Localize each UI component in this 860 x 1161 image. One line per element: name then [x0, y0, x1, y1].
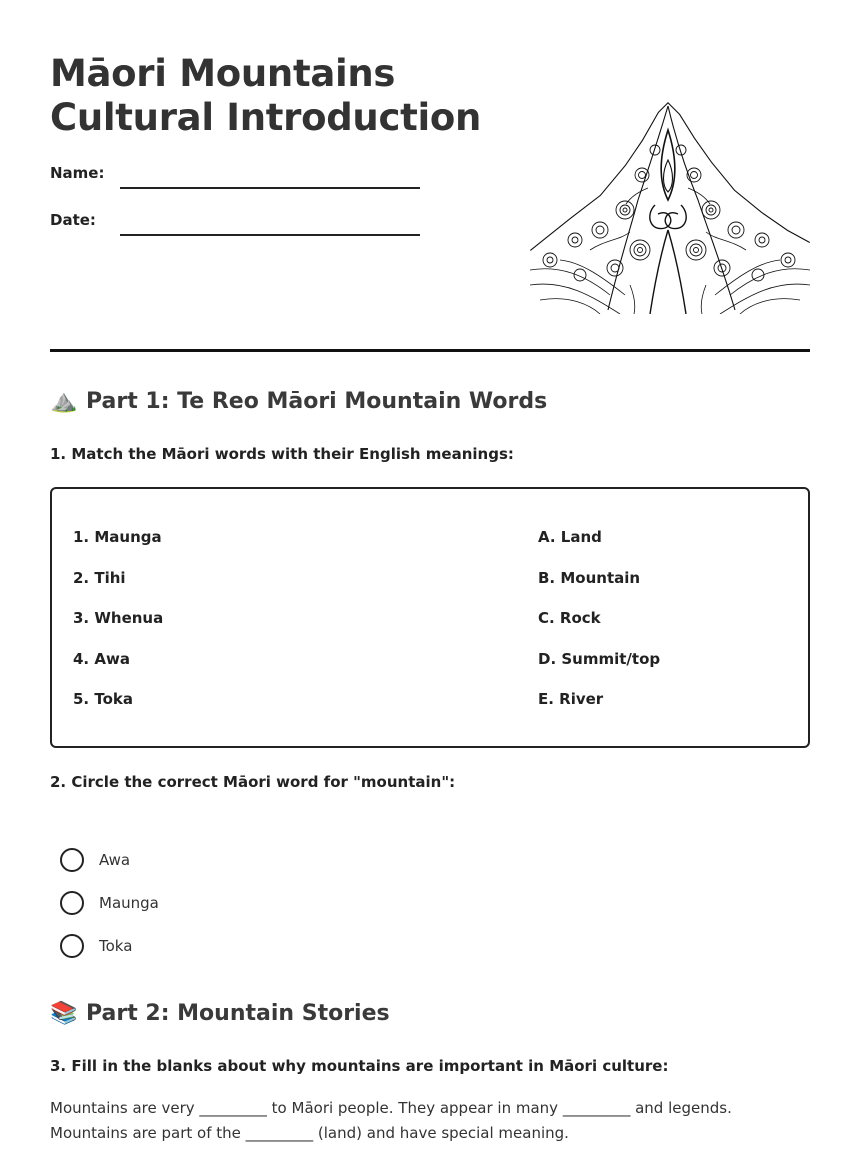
mountain-emoji-icon: ⛰️ [50, 389, 78, 414]
header-divider [50, 349, 810, 352]
page-title [50, 52, 481, 140]
english-meaning-item: E. River [538, 690, 604, 708]
part1-heading-text: Part 1: Te Reo Māori Mountain Words [86, 389, 548, 414]
maori-word-item: 1. Maunga [73, 528, 162, 546]
worksheet-page [50, 0, 810, 1142]
mountain-word-options [60, 838, 159, 967]
maori-word-item: 2. Tihi [73, 568, 126, 587]
worksheet-header [50, 0, 810, 352]
english-meaning-item: D. Summit/top [538, 649, 661, 668]
question-2: 2. Circle the correct Māori word for "mountain": [50, 773, 456, 791]
english-meanings-column [538, 527, 660, 730]
english-meaning-item: B. Mountain [538, 568, 641, 587]
english-meaning-item: A. Land [538, 528, 602, 546]
part2-heading [50, 1001, 390, 1026]
date-blank-line[interactable] [120, 234, 420, 236]
option-label: Maunga [99, 893, 159, 912]
radio-circle-icon[interactable] [60, 848, 84, 872]
title-line-1: Māori Mountains [50, 52, 396, 95]
radio-circle-icon[interactable] [60, 934, 84, 958]
option-label: Toka [99, 936, 133, 955]
name-blank-line[interactable] [120, 187, 420, 189]
part1-heading [50, 389, 547, 414]
option-toka[interactable] [60, 924, 159, 967]
question-3: 3. Fill in the blanks about why mountains are important in Māori culture: [50, 1057, 669, 1075]
part2-heading-text: Part 2: Mountain Stories [86, 1001, 390, 1026]
option-maunga[interactable] [60, 881, 159, 924]
fill-in-blanks-paragraph[interactable]: Mountains are very _________ to Māori people. They appear in many _________ and legends. Mountains are part of the _________ (land) and have special meaning. [50, 1099, 732, 1142]
books-emoji-icon: 📚 [50, 1001, 78, 1026]
english-meaning-item: C. Rock [538, 609, 601, 627]
title-line-2: Cultural Introduction [50, 96, 482, 139]
option-label: Awa [99, 850, 131, 869]
mountain-illustration [530, 100, 810, 324]
radio-circle-icon[interactable] [60, 891, 84, 915]
date-label: Date: [50, 211, 96, 229]
name-label: Name: [50, 164, 105, 182]
maori-word-item: 3. Whenua [73, 609, 164, 627]
option-awa[interactable] [60, 838, 159, 881]
question-1: 1. Match the Māori words with their English meanings: [50, 445, 514, 463]
matching-box [50, 487, 810, 748]
name-field[interactable] [50, 164, 420, 188]
maori-word-item: 4. Awa [73, 649, 130, 668]
date-field[interactable] [50, 211, 420, 235]
maori-words-column [73, 527, 163, 730]
maori-word-item: 5. Toka [73, 690, 133, 708]
